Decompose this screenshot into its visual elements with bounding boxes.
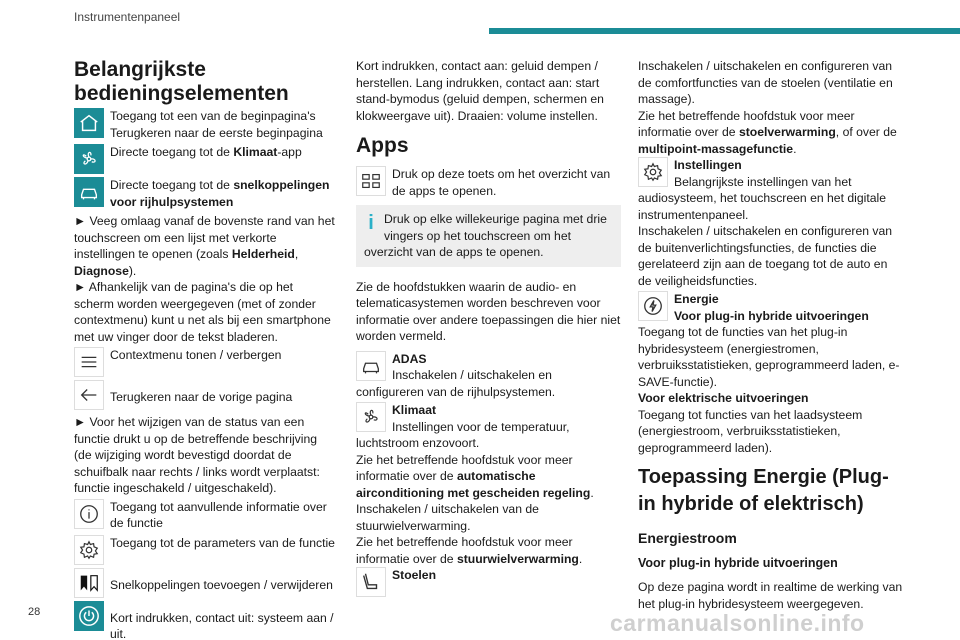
info-row: Toegang tot aanvullende informatie over de functie (74, 499, 336, 532)
instellingen-block: Instellingen Belangrijkste instellingen van het audiosysteem, het touchscreen en het digitale instrumentenpaneel. Inschakelen / uitschakelen en configureren van de buitenverlichtingsfuncties, de functies die gerelateerd zijn aan de toegang tot de auto en de veiligheidsfuncties. (638, 158, 893, 288)
car-icon (74, 177, 104, 207)
power-icon (74, 601, 104, 631)
swipe-paragraph: ► Veeg omlaag vanaf de bovenste rand van het touchscreen om een lijst met verkorte instellingen te openen (zoals Helderheid, Diagnose). (74, 214, 335, 278)
scroll-paragraph: ► Afhankelijk van de pagina's die op het scherm worden weergegeven (met of zonder contextmenu) kunt u net als bij een smartphone met uw vinger door de tekst bladeren. (74, 280, 331, 344)
bookmark-icon (74, 568, 104, 598)
back-row: Terugkeren naar de vorige pagina (74, 380, 336, 410)
grid-icon (356, 166, 386, 196)
header-accent-bar (489, 28, 960, 34)
fan-icon (356, 402, 386, 432)
gear-icon (638, 157, 668, 187)
gear-icon (74, 535, 104, 565)
power-intro-text: Kort indrukken, contact aan: geluid dempen / herstellen. Lang indrukken, contact aan: start stand-bymodus (geluid dempen, schermen en klokweergave uit). Draaien: volume instellen. (356, 59, 604, 123)
toggle-paragraph: ► Voor het wijzigen van de status van een functie drukt u op de betreffende beschrijving (de wijziging wordt bevestigd doordat de schuifbalk naar rechts / links wordt verplaatst: functie ingeschakeld / uitgeschakeld). (74, 415, 320, 495)
column-3 (638, 58, 904, 612)
section-title-energy-app: Toepassing Energie (Plug-in hybride of elektrisch) (638, 466, 889, 515)
energy-flow-text: Op deze pagina wordt in realtime de werking van het plug-in hybridesysteem weergegeven. (638, 580, 903, 611)
section-title-apps: Apps (356, 134, 409, 157)
menu-row: Contextmenu tonen / verbergen (74, 347, 336, 377)
info-note: i Druk op elke willekeurige pagina met drie vingers op het touchscreen om het overzicht van de apps te openen. (356, 205, 621, 267)
page-number: 28 (28, 606, 41, 618)
home-icon (74, 108, 104, 138)
energy-flow-title: Energiestroom (638, 530, 737, 546)
klimaat-block: Klimaat Instellingen voor de temperatuur, luchtstroom enzovoort. Zie het betreffende hoofdstuk voor meer informatie over de automatische airconditioning met gescheiden regeling. Inschakelen / uitschakelen van de stuurwielverwarming. Zie het betreffende hoofdstuk voor meer informatie over de stuurwielverwarming. (356, 403, 594, 566)
info-icon (74, 499, 104, 529)
home-row (74, 108, 336, 141)
back-arrow-icon (74, 380, 104, 410)
shortcuts-row: Snelkoppelingen toevoegen / verwijderen (74, 568, 336, 598)
info-note-icon: i (368, 212, 374, 234)
plug-in-hybrid-title: Voor plug-in hybride uitvoeringen (638, 555, 838, 570)
other-apps-paragraph: Zie de hoofdstukken waarin de audio- en telematicasystemen worden beschreven voor informatie over andere toepassingen die hier niet worden vermeld. (356, 279, 621, 343)
home-text: Toegang tot een van de beginpagina's Terugkeren naar de eerste beginpagina (110, 109, 323, 140)
watermark: carmanualsonline.info (610, 610, 865, 636)
energie-block: Energie Voor plug-in hybride uitvoeringen Toegang tot de functies van het plug-in hybridesysteem (energiestromen, verbruiksstatistieken, geprogrammeerd laden, e-SAVE-functie). Voor elektrische uitvoeringen Toegang tot functies van het laadsysteem (energiestroom, verbruiksstatistieken, geprogrammeerd laden). (638, 292, 900, 455)
column-2 (356, 58, 621, 599)
column-1 (74, 58, 336, 640)
climate-row: Directe toegang tot de Klimaat-app (74, 144, 336, 174)
power-row: Kort indrukken, contact uit: systeem aan / uit. (74, 601, 336, 640)
menu-icon (74, 347, 104, 377)
page-header (0, 0, 960, 40)
seats-intro: Inschakelen / uitschakelen en configureren van de comfortfuncties van de stoelen (ventilatie en massage). (638, 59, 893, 106)
car-icon (356, 351, 386, 381)
section-title-main-controls: Belangrijkste bedieningselementen (74, 58, 289, 105)
stoelen-block: Stoelen (356, 567, 621, 599)
apps-row: Druk op deze toets om het overzicht van de apps te openen. (356, 166, 621, 199)
fan-icon (74, 144, 104, 174)
header-title: Instrumentenpaneel (74, 10, 181, 24)
seat-icon (356, 567, 386, 597)
adas-shortcut-row: Directe toegang tot de snelkoppelingen voor rijhulpsystemen (74, 177, 336, 210)
lightning-icon (638, 291, 668, 321)
seats-reference: Zie het betreffende hoofdstuk voor meer informatie over de stoelverwarming, of over de multipoint-massagefunctie. (638, 108, 897, 156)
params-row: Toegang tot de parameters van de functie (74, 535, 336, 565)
adas-block: ADAS Inschakelen / uitschakelen en configureren van de rijhulpsystemen. (356, 351, 556, 399)
